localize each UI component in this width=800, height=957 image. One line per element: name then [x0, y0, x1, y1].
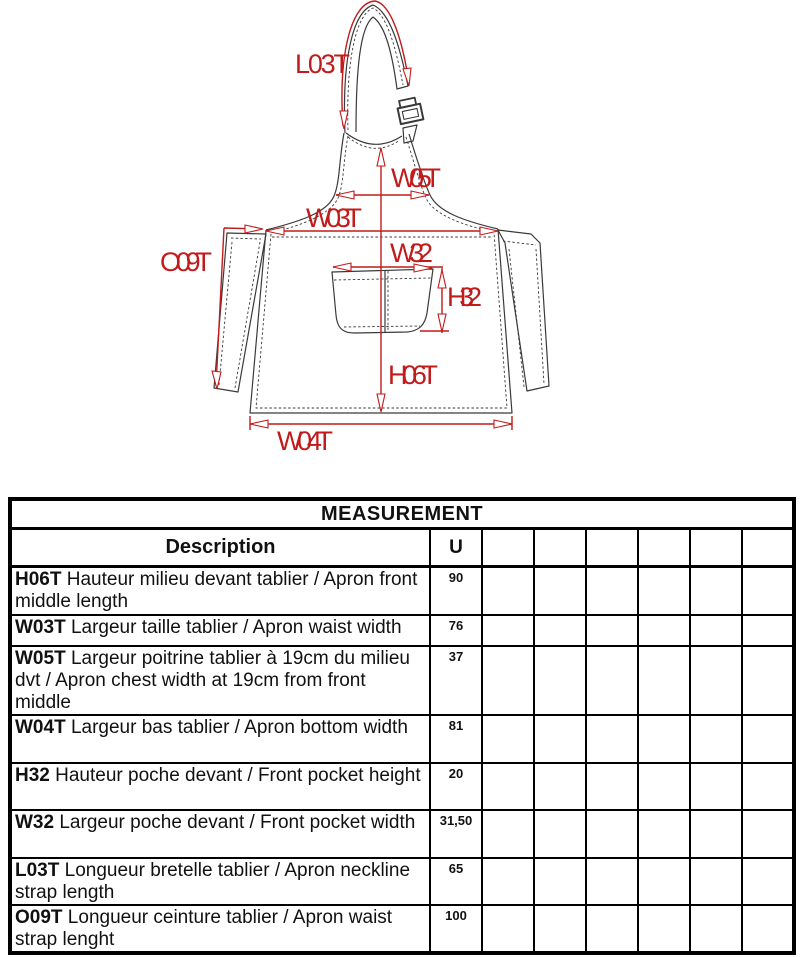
empty-size-cell	[638, 858, 690, 905]
measure-description-cell	[10, 810, 430, 858]
table-title-row	[10, 499, 794, 529]
w03t-label: W03T	[306, 203, 362, 233]
measure-code: L03T	[15, 859, 60, 881]
measure-description: Largeur poche devant / Front pocket width	[54, 811, 416, 833]
h32-label: H32	[447, 282, 482, 312]
empty-size-cell	[534, 715, 586, 763]
empty-size-cell	[690, 567, 742, 615]
empty-size-cell	[742, 763, 794, 810]
empty-size-cell	[482, 715, 534, 763]
empty-size-cell	[482, 763, 534, 810]
empty-size-cell	[534, 567, 586, 615]
description-header: Description	[10, 529, 430, 567]
arrowhead-icon	[245, 225, 263, 233]
empty-size-cell	[690, 905, 742, 953]
measure-value: 100	[430, 905, 482, 953]
empty-size-cell	[690, 615, 742, 646]
measure-description-cell	[10, 858, 430, 905]
measure-description-cell	[10, 905, 430, 953]
arrowhead-icon	[336, 191, 354, 199]
l03t-label: L03T	[295, 49, 350, 79]
measure-code: W05T	[15, 647, 66, 669]
table-header-row	[10, 529, 794, 567]
measure-description-cell	[10, 715, 430, 763]
measure-value: 65	[430, 858, 482, 905]
w05t-label: W05T	[391, 163, 441, 193]
empty-header-cell	[690, 529, 742, 567]
measure-code: H32	[15, 764, 50, 786]
empty-size-cell	[638, 763, 690, 810]
measure-description: Largeur bas tablier / Apron bottom width	[65, 716, 408, 738]
measure-description: Hauteur milieu devant tablier / Apron front middle length	[15, 569, 418, 612]
unit-header: U	[430, 529, 482, 567]
h06t-label: H06T	[388, 360, 438, 390]
measure-description-cell	[10, 763, 430, 810]
empty-size-cell	[534, 763, 586, 810]
empty-size-cell	[586, 646, 638, 715]
empty-header-cell	[534, 529, 586, 567]
measure-description-cell	[10, 646, 430, 715]
empty-size-cell	[586, 810, 638, 858]
measure-value: 31,50	[430, 810, 482, 858]
measure-description-cell	[10, 567, 430, 615]
measurement-rows	[10, 499, 794, 953]
empty-size-cell	[638, 715, 690, 763]
neckline-curve	[346, 133, 402, 144]
measure-code: O09T	[15, 906, 63, 928]
empty-size-cell	[638, 567, 690, 615]
measure-code: H06T	[15, 569, 62, 590]
measure-o09t	[212, 225, 263, 389]
empty-size-cell	[482, 905, 534, 953]
measure-value: 90	[430, 567, 482, 615]
measure-value: 81	[430, 715, 482, 763]
empty-size-cell	[586, 763, 638, 810]
arrowhead-icon	[438, 270, 446, 288]
empty-header-cell	[638, 529, 690, 567]
empty-size-cell	[742, 615, 794, 646]
measurement-table-section	[8, 497, 792, 955]
empty-size-cell	[690, 646, 742, 715]
arrowhead-icon	[377, 148, 385, 166]
arrowhead-icon	[333, 263, 351, 271]
empty-header-cell	[482, 529, 534, 567]
arrowhead-icon	[438, 314, 446, 332]
empty-size-cell	[586, 715, 638, 763]
empty-size-cell	[534, 646, 586, 715]
empty-size-cell	[482, 615, 534, 646]
table-row	[10, 810, 794, 858]
measure-code: W03T	[15, 616, 66, 638]
table-row	[10, 567, 794, 615]
arrowhead-icon	[212, 371, 221, 389]
empty-size-cell	[534, 858, 586, 905]
o09t-label: O09T	[160, 247, 212, 277]
measure-description: Largeur taille tablier / Apron waist width	[65, 616, 402, 638]
empty-size-cell	[586, 905, 638, 953]
empty-header-cell	[586, 529, 638, 567]
table-row	[10, 615, 794, 646]
buckle-stub	[403, 125, 417, 143]
empty-size-cell	[690, 763, 742, 810]
measure-description: Hauteur poche devant / Front pocket height	[49, 764, 421, 786]
measure-value: 20	[430, 763, 482, 810]
empty-size-cell	[534, 615, 586, 646]
table-row	[10, 763, 794, 810]
empty-size-cell	[690, 715, 742, 763]
table-title: MEASUREMENT	[10, 499, 794, 529]
table-row	[10, 858, 794, 905]
strap-buckle	[396, 97, 423, 124]
empty-size-cell	[690, 810, 742, 858]
table-row	[10, 715, 794, 763]
empty-size-cell	[586, 858, 638, 905]
empty-header-cell	[742, 529, 794, 567]
arrowhead-icon	[340, 111, 348, 129]
arrowhead-icon	[250, 420, 268, 428]
empty-size-cell	[534, 810, 586, 858]
empty-size-cell	[638, 646, 690, 715]
empty-size-cell	[586, 567, 638, 615]
measure-description: Longueur bretelle tablier / Apron neckline strap length	[15, 859, 411, 903]
measure-description-cell	[10, 615, 430, 646]
empty-size-cell	[638, 905, 690, 953]
right-waist-strap	[498, 230, 549, 391]
measure-code: W04T	[15, 716, 66, 738]
arrowhead-icon	[494, 420, 512, 428]
measure-description: Longueur ceinture tablier / Apron waist strap lenght	[15, 906, 393, 950]
w32-label: W32	[390, 238, 433, 268]
empty-size-cell	[482, 646, 534, 715]
empty-size-cell	[742, 646, 794, 715]
empty-size-cell	[742, 715, 794, 763]
measurement-table	[8, 497, 796, 955]
measure-value: 37	[430, 646, 482, 715]
measure-code: W32	[15, 811, 55, 833]
empty-size-cell	[638, 615, 690, 646]
empty-size-cell	[742, 858, 794, 905]
empty-size-cell	[586, 615, 638, 646]
measure-w03t	[266, 227, 498, 235]
table-row	[10, 905, 794, 953]
empty-size-cell	[690, 858, 742, 905]
empty-size-cell	[534, 905, 586, 953]
measure-value: 76	[430, 615, 482, 646]
empty-size-cell	[742, 905, 794, 953]
empty-size-cell	[482, 567, 534, 615]
measure-description: Largeur poitrine tablier à 19cm du milieu dvt / Apron chest width at 19cm from front middle	[15, 647, 410, 713]
measure-l03t	[340, 1, 411, 129]
empty-size-cell	[742, 810, 794, 858]
empty-size-cell	[742, 567, 794, 615]
w04t-label: W04T	[277, 426, 333, 456]
empty-size-cell	[482, 810, 534, 858]
empty-size-cell	[482, 858, 534, 905]
table-row	[10, 646, 794, 715]
arrowhead-icon	[377, 394, 385, 412]
empty-size-cell	[638, 810, 690, 858]
